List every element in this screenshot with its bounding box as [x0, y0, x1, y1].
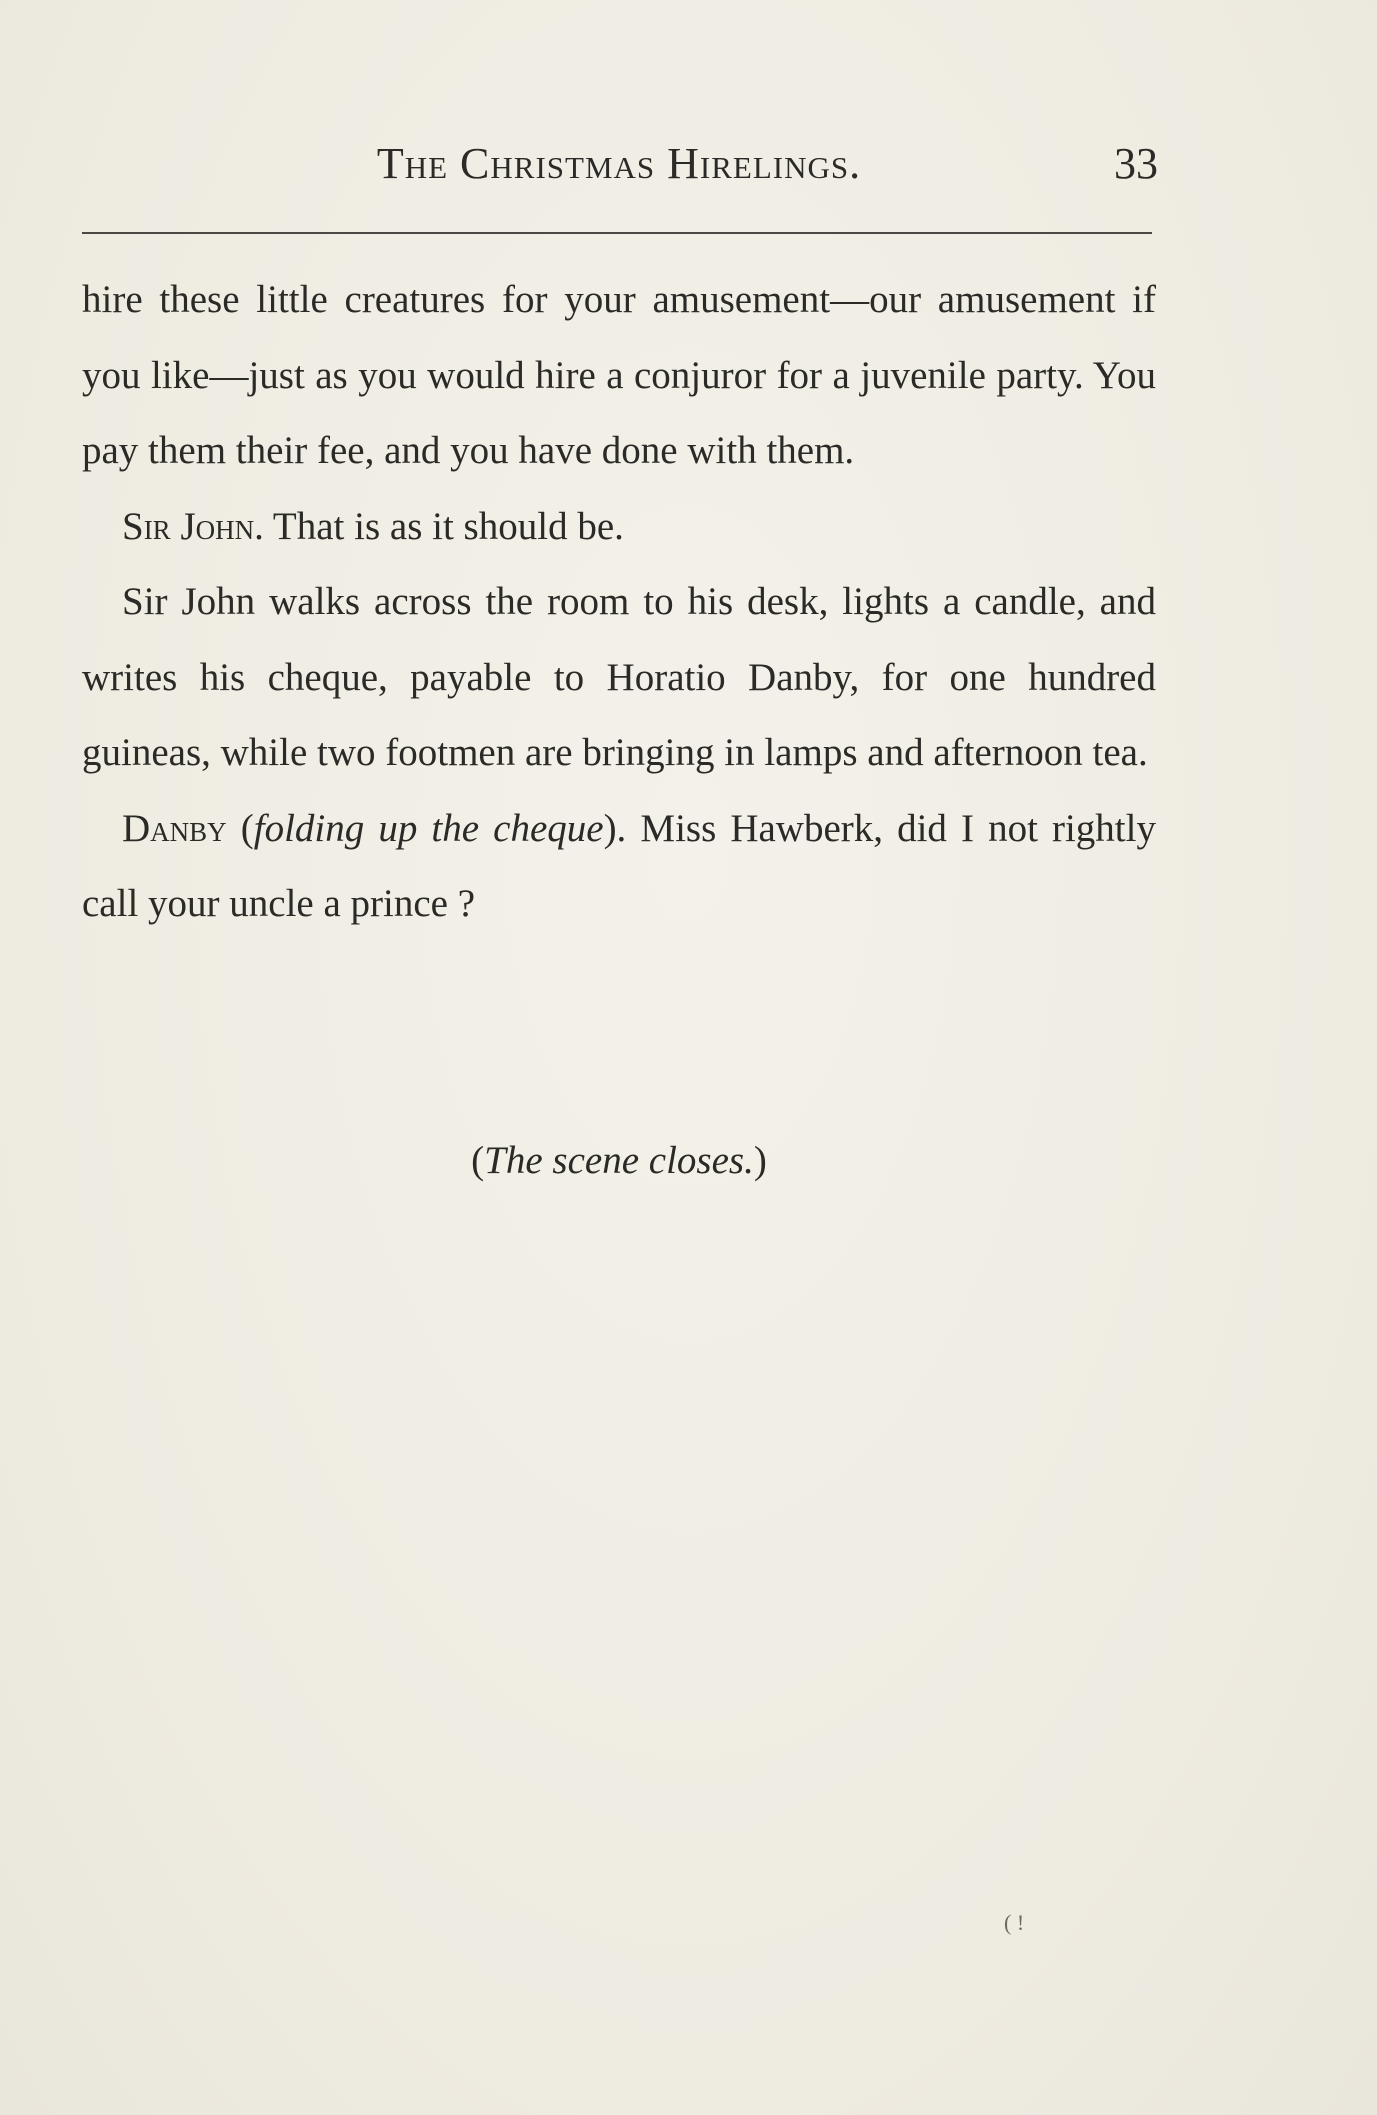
- paragraph-stage-direction: Sir John walks across the room to his desk, lights a candle, and writes his cheque, payable to Horatio Danby, for one hundred guineas, while two footmen are bringing in lamps and afternoon tea.: [82, 580, 1156, 774]
- closing-close-paren: ): [753, 1139, 767, 1182]
- inline-stage-direction: folding up the cheque: [253, 806, 604, 850]
- header-rule: [82, 232, 1152, 234]
- running-head: [80, 138, 1158, 198]
- paragraph-continuation: hire these little creatures for your amusement—our amusement if you like—just as you would hire a conjuror for a juvenile party. You pay them their fee, and you have done with them.: [82, 278, 1156, 472]
- paragraph-dialogue-sir-john: [82, 489, 1156, 565]
- direction-close-paren: ).: [603, 806, 627, 850]
- speaker-name: Sir John.: [122, 504, 264, 548]
- marginal-mark: ( !: [1004, 1910, 1025, 1935]
- dialogue-text: Miss Hawberk, did I not rightly call your uncle a prince ?: [82, 806, 1156, 925]
- speaker-name: Danby: [122, 806, 227, 850]
- page-number: 33: [1114, 139, 1158, 188]
- paragraph-dialogue-danby: [82, 791, 1156, 942]
- closing-text: The scene closes.: [484, 1139, 754, 1182]
- body-text: [82, 262, 1156, 942]
- direction-open-paren: (: [226, 806, 254, 850]
- scene-closing: [82, 1138, 1156, 1183]
- closing-open-paren: (: [471, 1139, 485, 1182]
- running-title: The Christmas Hirelings.: [376, 139, 862, 188]
- dialogue-text: That is as it should be.: [263, 504, 624, 548]
